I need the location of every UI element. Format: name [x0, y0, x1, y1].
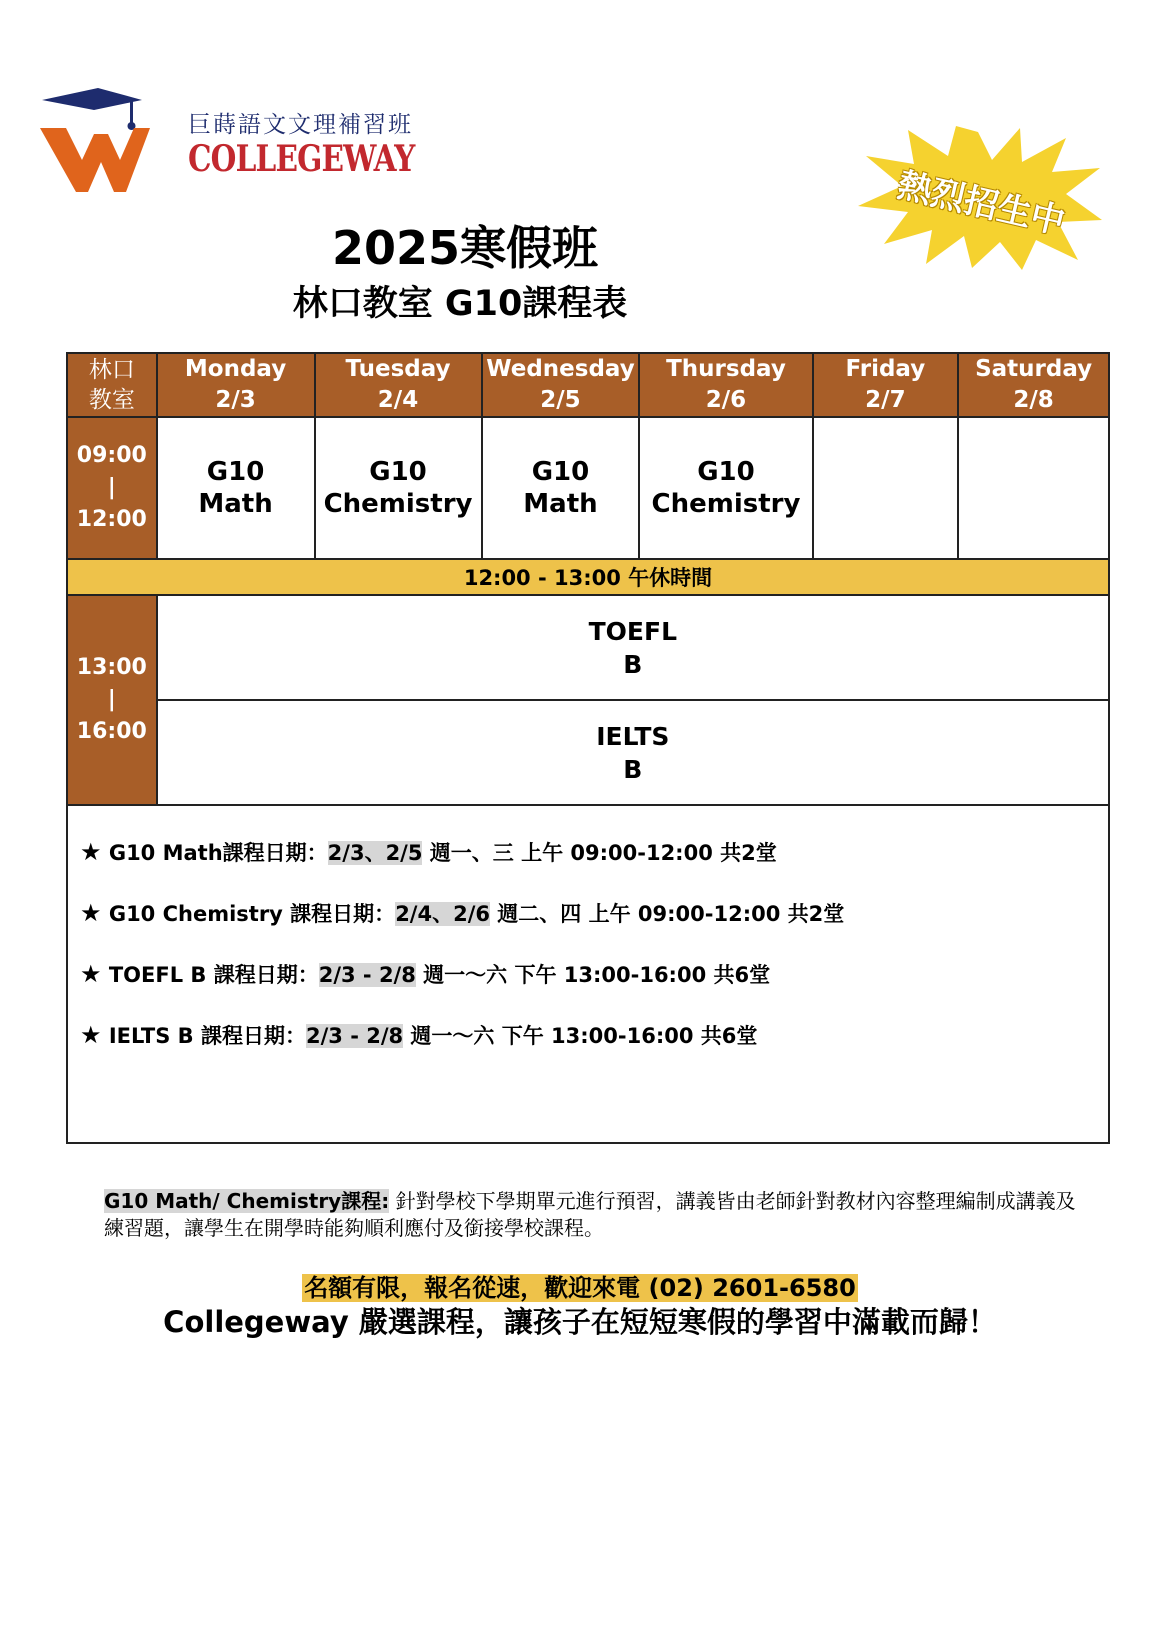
day-date: 2/8 — [1013, 387, 1054, 413]
header-wednesday — [482, 353, 640, 417]
class-cell-friday — [813, 417, 959, 559]
note-dates: 2/3、2/5 — [327, 841, 423, 865]
class-subject: Chemistry — [323, 489, 473, 519]
class-name: TOEFL — [588, 616, 678, 646]
enrollment-call-to-action — [0, 1268, 1160, 1303]
day-date: 2/6 — [705, 387, 747, 413]
day-name: Saturday — [975, 356, 1093, 382]
star-icon: ★ — [80, 960, 102, 988]
class-grade: G10 — [531, 457, 590, 487]
day-date: 2/7 — [865, 387, 906, 413]
afternoon-time — [67, 595, 157, 805]
header-corner — [67, 353, 157, 417]
header-tuesday — [315, 353, 482, 417]
header-friday — [813, 353, 959, 417]
afternoon-row-1 — [67, 595, 1109, 700]
afternoon-row-2 — [67, 700, 1109, 805]
note-detail: 週二、四 上午 09:00-12:00 共2堂 — [489, 902, 845, 926]
note-label: G10 Math課程日期： — [108, 841, 328, 865]
header-saturday — [958, 353, 1109, 417]
star-icon: ★ — [80, 838, 102, 866]
description-lead: G10 Math/ Chemistry課程: — [104, 1189, 390, 1213]
time-start: 09:00 — [76, 443, 147, 468]
tagline: Collegeway 嚴選課程，讓孩子在短短寒假的學習中滿載而歸！ — [163, 1305, 997, 1339]
morning-time — [67, 417, 157, 559]
time-end: 16:00 — [76, 719, 147, 744]
course-notes — [67, 805, 1109, 1143]
star-icon: ★ — [80, 1021, 102, 1049]
time-separator: | — [107, 475, 116, 500]
note-detail: 週一～六 下午 13:00-16:00 共6堂 — [403, 1024, 758, 1048]
class-name: IELTS — [596, 721, 670, 751]
course-description — [104, 1188, 1084, 1242]
day-date: 2/5 — [540, 387, 581, 413]
class-cell-monday — [157, 417, 315, 559]
note-dates: 2/3 - 2/8 — [318, 963, 416, 987]
class-cell-thursday — [639, 417, 812, 559]
corner-line-2: 教室 — [88, 387, 135, 413]
day-date: 2/4 — [377, 387, 419, 413]
logo-mark-icon — [38, 88, 188, 198]
page-title: 2025寒假班 — [331, 221, 599, 275]
logo-chinese-name: 巨蒔語文文理補習班 — [188, 112, 413, 138]
cta-phone-line: 名額有限，報名從速，歡迎來電 (02) 2601-6580 — [304, 1274, 856, 1302]
class-grade: G10 — [369, 457, 427, 487]
time-separator: | — [107, 687, 116, 712]
class-grade: G10 — [697, 457, 755, 487]
star-icon: ★ — [80, 899, 102, 927]
note-detail: 週一～六 下午 13:00-16:00 共6堂 — [415, 963, 771, 987]
note-label: G10 Chemistry 課程日期： — [108, 902, 396, 926]
header-thursday — [639, 353, 812, 417]
class-cell-toefl — [157, 595, 1109, 700]
time-end: 12:00 — [76, 507, 147, 532]
day-name: Tuesday — [345, 356, 451, 382]
logo-english-name: COLLEGEWAY — [188, 138, 415, 180]
day-name: Wednesday — [486, 356, 635, 382]
day-name: Thursday — [666, 356, 786, 382]
class-level: B — [623, 649, 643, 679]
header-monday — [157, 353, 315, 417]
lunch-break: 12:00 - 13:00 午休時間 — [67, 559, 1109, 595]
note-detail: 週一、三 上午 09:00-12:00 共2堂 — [422, 841, 777, 865]
time-start: 13:00 — [76, 655, 147, 680]
day-date: 2/3 — [215, 387, 256, 413]
description-text: 針對學校下學期單元進行預習，講義皆由老師針對教材內容整理編制成講義及練習題，讓學生在開學時能夠順利應付及銜接學校課程。 — [104, 1189, 1076, 1240]
badge-text: 熱烈招生中 — [893, 165, 1069, 243]
morning-row — [67, 417, 1109, 559]
header-row — [67, 353, 1109, 417]
corner-line-1: 林口 — [88, 357, 135, 383]
note-chemistry — [80, 897, 1108, 958]
class-grade: G10 — [206, 457, 265, 487]
notes-row — [67, 805, 1109, 1143]
note-label: TOEFL B 課程日期： — [108, 963, 319, 987]
note-dates: 2/3 - 2/8 — [305, 1024, 404, 1048]
note-toefl — [80, 958, 1108, 1019]
class-subject: Math — [198, 489, 273, 519]
collegeway-logo — [38, 88, 415, 198]
note-ielts — [80, 1019, 1108, 1080]
note-label: IELTS B 課程日期： — [108, 1024, 306, 1048]
day-name: Friday — [845, 356, 926, 382]
day-name: Monday — [184, 356, 287, 382]
class-subject: Chemistry — [651, 489, 801, 519]
lunch-row — [67, 559, 1109, 595]
class-subject: Math — [523, 489, 598, 519]
class-cell-ielts — [157, 700, 1109, 805]
note-dates: 2/4、2/6 — [395, 902, 490, 926]
note-math — [80, 836, 1108, 897]
class-cell-tuesday — [315, 417, 482, 559]
class-level: B — [623, 754, 643, 784]
class-cell-saturday — [958, 417, 1109, 559]
class-cell-wednesday — [482, 417, 640, 559]
page-subtitle: 林口教室 G10課程表 — [292, 284, 628, 324]
schedule-table — [66, 352, 1110, 1144]
